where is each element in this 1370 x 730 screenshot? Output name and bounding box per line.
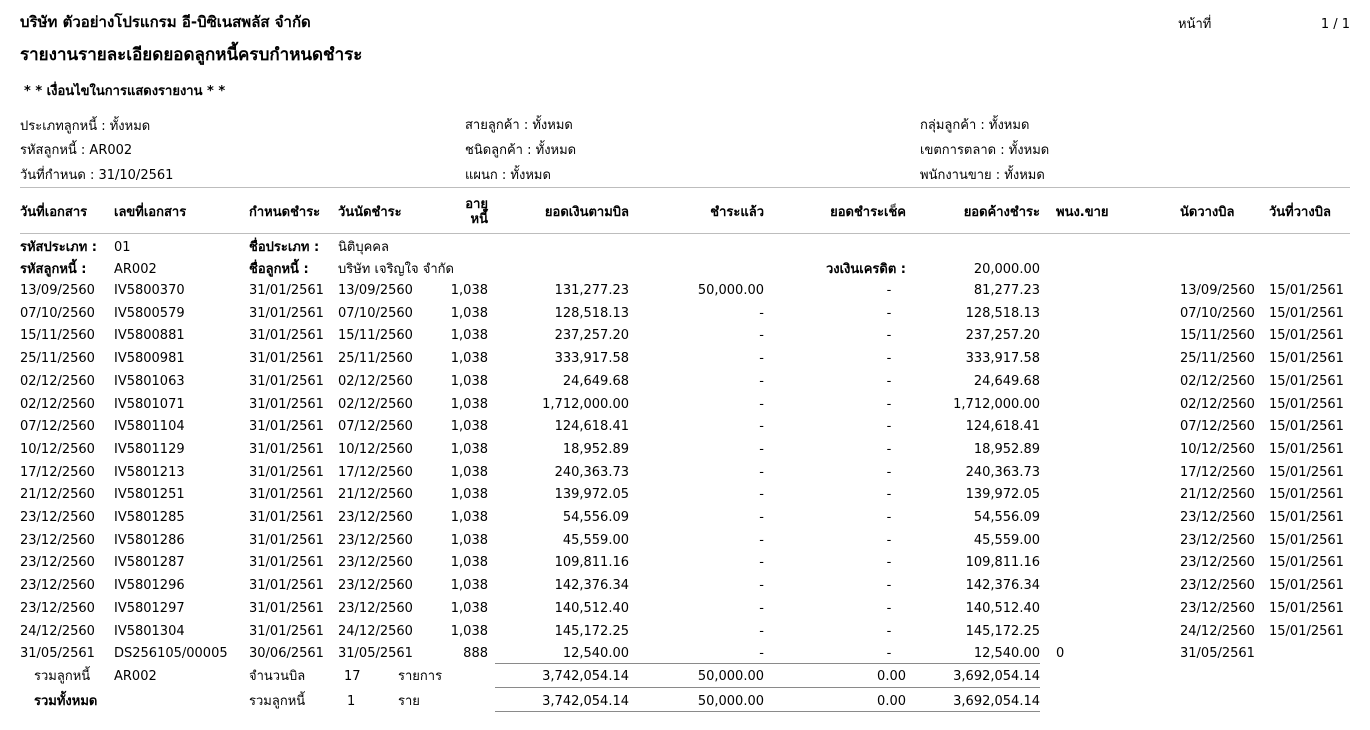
header-doc-date: วันที่เอกสาร bbox=[20, 205, 88, 220]
cell-appointment-date: 15/11/2560 bbox=[338, 328, 413, 343]
cell-age: 1,038 bbox=[450, 374, 488, 389]
cell-outstanding: 124,618.41 bbox=[965, 419, 1040, 434]
cell-bill-amount: 24,649.68 bbox=[562, 374, 629, 389]
cell-due-date: 31/01/2561 bbox=[249, 351, 324, 366]
cell-outstanding: 333,917.58 bbox=[965, 351, 1040, 366]
cell-bill-appointment: 23/12/2560 bbox=[1180, 510, 1255, 525]
cell-bill-date: 15/01/2561 bbox=[1269, 397, 1344, 412]
cell-bill-appointment: 23/12/2560 bbox=[1180, 601, 1255, 616]
cell-doc-no: IV5801071 bbox=[114, 397, 185, 412]
condition-salesman: พนักงานขาย : ทั้งหมด bbox=[920, 168, 1045, 183]
cell-bill-date: 15/01/2561 bbox=[1269, 283, 1344, 298]
cell-age: 1,038 bbox=[450, 555, 488, 570]
cell-bill-amount: 45,559.00 bbox=[562, 533, 629, 548]
cell-appointment-date: 23/12/2560 bbox=[338, 601, 413, 616]
cell-doc-date: 23/12/2560 bbox=[20, 578, 95, 593]
cell-doc-date: 07/10/2560 bbox=[20, 306, 95, 321]
cell-appointment-date: 17/12/2560 bbox=[338, 465, 413, 480]
cell-bill-date: 15/01/2561 bbox=[1269, 601, 1344, 616]
cell-paid: - bbox=[759, 624, 764, 639]
cell-outstanding: 237,257.20 bbox=[965, 328, 1040, 343]
cell-paid: - bbox=[759, 465, 764, 480]
cell-doc-date: 02/12/2560 bbox=[20, 374, 95, 389]
cell-due-date: 31/01/2561 bbox=[249, 442, 324, 457]
subtotal-count: 17 bbox=[344, 669, 361, 684]
cell-doc-date: 25/11/2560 bbox=[20, 351, 95, 366]
cell-due-date: 31/01/2561 bbox=[249, 328, 324, 343]
cell-paid: - bbox=[759, 328, 764, 343]
cell-age: 1,038 bbox=[450, 465, 488, 480]
cell-age: 1,038 bbox=[450, 351, 488, 366]
cell-bill-amount: 240,363.73 bbox=[554, 465, 629, 480]
cell-age: 1,038 bbox=[450, 487, 488, 502]
customer-name: บริษัท เจริญใจ จำกัด bbox=[338, 262, 454, 277]
cell-appointment-date: 23/12/2560 bbox=[338, 555, 413, 570]
cell-doc-date: 15/11/2560 bbox=[20, 328, 95, 343]
grandtotal-count: 1 bbox=[347, 694, 356, 709]
cell-outstanding: 128,518.13 bbox=[965, 306, 1040, 321]
header-paid: ชำระแล้ว bbox=[710, 205, 764, 220]
cell-cheque: - bbox=[886, 533, 892, 548]
cell-bill-date: 15/01/2561 bbox=[1269, 510, 1344, 525]
subtotal-count-label: จำนวนบิล bbox=[249, 669, 306, 684]
cell-bill-amount: 1,712,000.00 bbox=[542, 397, 629, 412]
cell-bill-date: 15/01/2561 bbox=[1269, 624, 1344, 639]
cell-paid: - bbox=[759, 351, 764, 366]
cell-outstanding: 12,540.00 bbox=[973, 646, 1040, 661]
cell-outstanding: 45,559.00 bbox=[973, 533, 1040, 548]
grandtotal-count-label: รวมลูกหนี้ bbox=[249, 694, 306, 709]
cell-appointment-date: 02/12/2560 bbox=[338, 374, 413, 389]
cell-bill-date: 15/01/2561 bbox=[1269, 578, 1344, 593]
header-salesman: พนง.ขาย bbox=[1056, 205, 1109, 220]
cell-appointment-date: 07/10/2560 bbox=[338, 306, 413, 321]
grandtotal-bottom-rule bbox=[495, 711, 1040, 712]
cell-doc-date: 13/09/2560 bbox=[20, 283, 95, 298]
condition-department: แผนก : ทั้งหมด bbox=[465, 168, 551, 183]
header-outstanding: ยอดค้างชำระ bbox=[963, 205, 1040, 220]
cell-doc-no: IV5801251 bbox=[114, 487, 185, 502]
cell-bill-date: 15/01/2561 bbox=[1269, 351, 1344, 366]
cell-doc-no: DS256105/00005 bbox=[114, 646, 228, 661]
subtotal-cheque: 0.00 bbox=[877, 669, 906, 684]
cell-bill-appointment: 13/09/2560 bbox=[1180, 283, 1255, 298]
header-due-date: กำหนดชำระ bbox=[249, 205, 321, 220]
cell-bill-amount: 131,277.23 bbox=[554, 283, 629, 298]
cell-bill-date: 15/01/2561 bbox=[1269, 533, 1344, 548]
cell-outstanding: 142,376.34 bbox=[965, 578, 1040, 593]
cell-paid: - bbox=[759, 487, 764, 502]
cell-bill-date: 15/01/2561 bbox=[1269, 419, 1344, 434]
header-bill-appointment: นัดวางบิล bbox=[1180, 205, 1235, 220]
conditions-title: * * เงื่อนไขในการแสดงรายงาน * * bbox=[24, 84, 226, 99]
condition-customer-group: กลุ่มลูกค้า : ทั้งหมด bbox=[920, 118, 1030, 133]
cell-doc-no: IV5801129 bbox=[114, 442, 185, 457]
cell-bill-amount: 12,540.00 bbox=[562, 646, 629, 661]
cell-bill-amount: 128,518.13 bbox=[554, 306, 629, 321]
condition-market-zone: เขตการตลาด : ทั้งหมด bbox=[920, 143, 1050, 158]
cell-bill-amount: 54,556.09 bbox=[562, 510, 629, 525]
cell-bill-amount: 140,512.40 bbox=[554, 601, 629, 616]
cell-appointment-date: 02/12/2560 bbox=[338, 397, 413, 412]
page-number: 1 / 1 bbox=[1320, 17, 1350, 32]
cell-outstanding: 1,712,000.00 bbox=[953, 397, 1040, 412]
cell-doc-no: IV5801063 bbox=[114, 374, 185, 389]
cell-due-date: 30/06/2561 bbox=[249, 646, 324, 661]
cell-doc-no: IV5801285 bbox=[114, 510, 185, 525]
cell-doc-date: 21/12/2560 bbox=[20, 487, 95, 502]
cell-age: 1,038 bbox=[450, 624, 488, 639]
cell-age: 1,038 bbox=[450, 328, 488, 343]
cell-paid: 50,000.00 bbox=[697, 283, 764, 298]
condition-customer-kind: ชนิดลูกค้า : ทั้งหมด bbox=[465, 143, 577, 158]
type-name-label: ชื่อประเภท : bbox=[249, 240, 320, 255]
cell-paid: - bbox=[759, 419, 764, 434]
type-name: นิติบุคคล bbox=[338, 240, 389, 255]
cell-bill-date: 15/01/2561 bbox=[1269, 465, 1344, 480]
cell-bill-appointment: 17/12/2560 bbox=[1180, 465, 1255, 480]
cell-bill-appointment: 07/12/2560 bbox=[1180, 419, 1255, 434]
subtotal-bill-amount: 3,742,054.14 bbox=[542, 669, 629, 684]
cell-bill-amount: 237,257.20 bbox=[554, 328, 629, 343]
cell-bill-appointment: 02/12/2560 bbox=[1180, 374, 1255, 389]
cell-cheque: - bbox=[886, 306, 892, 321]
cell-doc-date: 02/12/2560 bbox=[20, 397, 95, 412]
grandtotal-rule bbox=[495, 687, 1040, 688]
cell-bill-amount: 145,172.25 bbox=[554, 624, 629, 639]
header-bill-amount: ยอดเงินตามบิล bbox=[544, 205, 629, 220]
cell-cheque: - bbox=[886, 487, 892, 502]
cell-bill-date: 15/01/2561 bbox=[1269, 555, 1344, 570]
type-code: 01 bbox=[114, 240, 131, 255]
cell-bill-amount: 139,972.05 bbox=[554, 487, 629, 502]
grandtotal-paid: 50,000.00 bbox=[697, 694, 764, 709]
credit-limit-label: วงเงินเครดิต : bbox=[825, 262, 906, 277]
grandtotal-bill-amount: 3,742,054.14 bbox=[542, 694, 629, 709]
cell-cheque: - bbox=[886, 351, 892, 366]
cell-due-date: 31/01/2561 bbox=[249, 601, 324, 616]
cell-cheque: - bbox=[886, 624, 892, 639]
header-appointment-date: วันนัดชำระ bbox=[338, 205, 402, 220]
cell-due-date: 31/01/2561 bbox=[249, 624, 324, 639]
cell-appointment-date: 23/12/2560 bbox=[338, 578, 413, 593]
cell-paid: - bbox=[759, 442, 764, 457]
cell-cheque: - bbox=[886, 442, 892, 457]
cell-doc-no: IV5801286 bbox=[114, 533, 185, 548]
cell-outstanding: 240,363.73 bbox=[965, 465, 1040, 480]
cell-cheque: - bbox=[886, 374, 892, 389]
cell-bill-appointment: 15/11/2560 bbox=[1180, 328, 1255, 343]
cell-due-date: 31/01/2561 bbox=[249, 510, 324, 525]
cell-bill-appointment: 24/12/2560 bbox=[1180, 624, 1255, 639]
cell-appointment-date: 13/09/2560 bbox=[338, 283, 413, 298]
cell-outstanding: 81,277.23 bbox=[973, 283, 1040, 298]
cell-due-date: 31/01/2561 bbox=[249, 578, 324, 593]
grandtotal-cheque: 0.00 bbox=[877, 694, 906, 709]
cell-bill-date: 15/01/2561 bbox=[1269, 328, 1344, 343]
cell-appointment-date: 24/12/2560 bbox=[338, 624, 413, 639]
cell-paid: - bbox=[759, 646, 764, 661]
cell-appointment-date: 21/12/2560 bbox=[338, 487, 413, 502]
cell-due-date: 31/01/2561 bbox=[249, 419, 324, 434]
cell-age: 1,038 bbox=[450, 283, 488, 298]
cell-due-date: 31/01/2561 bbox=[249, 374, 324, 389]
cell-paid: - bbox=[759, 578, 764, 593]
subtotal-label: รวมลูกหนี้ bbox=[34, 669, 91, 684]
header-bill-date: วันที่วางบิล bbox=[1269, 205, 1331, 220]
cell-doc-no: IV5800981 bbox=[114, 351, 185, 366]
condition-debtor-code: รหัสลูกหนี้ : AR002 bbox=[20, 143, 133, 158]
grandtotal-outstanding: 3,692,054.14 bbox=[953, 694, 1040, 709]
cell-due-date: 31/01/2561 bbox=[249, 555, 324, 570]
cell-doc-no: IV5801104 bbox=[114, 419, 185, 434]
type-code-label: รหัสประเภท : bbox=[20, 240, 98, 255]
cell-appointment-date: 25/11/2560 bbox=[338, 351, 413, 366]
header-age-line2: หนี้ bbox=[470, 212, 488, 227]
cell-cheque: - bbox=[886, 646, 892, 661]
cell-paid: - bbox=[759, 533, 764, 548]
cell-doc-no: IV5801296 bbox=[114, 578, 185, 593]
cell-appointment-date: 23/12/2560 bbox=[338, 533, 413, 548]
cell-bill-date: 15/01/2561 bbox=[1269, 306, 1344, 321]
cell-paid: - bbox=[759, 397, 764, 412]
subtotal-unit: รายการ bbox=[398, 669, 443, 684]
subtotal-paid: 50,000.00 bbox=[697, 669, 764, 684]
cell-outstanding: 54,556.09 bbox=[973, 510, 1040, 525]
cell-outstanding: 24,649.68 bbox=[973, 374, 1040, 389]
subtotal-outstanding: 3,692,054.14 bbox=[953, 669, 1040, 684]
cell-doc-no: IV5800881 bbox=[114, 328, 185, 343]
cell-cheque: - bbox=[886, 397, 892, 412]
cell-cheque: - bbox=[886, 601, 892, 616]
grandtotal-unit: ราย bbox=[398, 694, 420, 709]
customer-name-label: ชื่อลูกหนี้ : bbox=[249, 262, 309, 277]
header-top-rule bbox=[20, 187, 1350, 188]
cell-cheque: - bbox=[886, 283, 892, 298]
customer-code: AR002 bbox=[114, 262, 157, 277]
header-cheque: ยอดชำระเช็ค bbox=[830, 205, 906, 220]
cell-cheque: - bbox=[886, 578, 892, 593]
cell-doc-date: 23/12/2560 bbox=[20, 510, 95, 525]
cell-bill-appointment: 10/12/2560 bbox=[1180, 442, 1255, 457]
cell-age: 888 bbox=[463, 646, 488, 661]
cell-bill-appointment: 02/12/2560 bbox=[1180, 397, 1255, 412]
page-label: หน้าที่ bbox=[1178, 17, 1212, 32]
cell-appointment-date: 10/12/2560 bbox=[338, 442, 413, 457]
cell-doc-no: IV5801304 bbox=[114, 624, 185, 639]
cell-age: 1,038 bbox=[450, 578, 488, 593]
condition-debtor-type: ประเภทลูกหนี้ : ทั้งหมด bbox=[20, 119, 151, 134]
cell-age: 1,038 bbox=[450, 533, 488, 548]
header-age-line1: อายุ bbox=[465, 197, 488, 212]
customer-code-label: รหัสลูกหนี้ : bbox=[20, 262, 87, 277]
cell-appointment-date: 07/12/2560 bbox=[338, 419, 413, 434]
cell-bill-amount: 142,376.34 bbox=[554, 578, 629, 593]
cell-bill-appointment: 21/12/2560 bbox=[1180, 487, 1255, 502]
cell-bill-appointment: 07/10/2560 bbox=[1180, 306, 1255, 321]
credit-limit: 20,000.00 bbox=[973, 262, 1040, 277]
cell-bill-amount: 109,811.16 bbox=[554, 555, 629, 570]
cell-doc-date: 24/12/2560 bbox=[20, 624, 95, 639]
cell-doc-date: 17/12/2560 bbox=[20, 465, 95, 480]
cell-appointment-date: 23/12/2560 bbox=[338, 510, 413, 525]
company-name: บริษัท ตัวอย่างโปรแกรม อี-บิซิเนสพลัส จำกัด bbox=[20, 13, 311, 31]
cell-doc-date: 10/12/2560 bbox=[20, 442, 95, 457]
cell-paid: - bbox=[759, 555, 764, 570]
header-bottom-rule bbox=[20, 233, 1350, 234]
cell-paid: - bbox=[759, 510, 764, 525]
cell-outstanding: 139,972.05 bbox=[965, 487, 1040, 502]
cell-due-date: 31/01/2561 bbox=[249, 397, 324, 412]
cell-bill-date: 15/01/2561 bbox=[1269, 487, 1344, 502]
cell-cheque: - bbox=[886, 555, 892, 570]
cell-age: 1,038 bbox=[450, 306, 488, 321]
cell-due-date: 31/01/2561 bbox=[249, 306, 324, 321]
cell-doc-date: 23/12/2560 bbox=[20, 555, 95, 570]
cell-age: 1,038 bbox=[450, 601, 488, 616]
cell-age: 1,038 bbox=[450, 442, 488, 457]
cell-due-date: 31/01/2561 bbox=[249, 465, 324, 480]
cell-doc-no: IV5801287 bbox=[114, 555, 185, 570]
cell-paid: - bbox=[759, 601, 764, 616]
cell-outstanding: 109,811.16 bbox=[965, 555, 1040, 570]
cell-doc-date: 23/12/2560 bbox=[20, 533, 95, 548]
cell-bill-appointment: 25/11/2560 bbox=[1180, 351, 1255, 366]
cell-bill-amount: 18,952.89 bbox=[562, 442, 629, 457]
cell-doc-no: IV5801297 bbox=[114, 601, 185, 616]
condition-customer-line: สายลูกค้า : ทั้งหมด bbox=[465, 118, 573, 133]
cell-due-date: 31/01/2561 bbox=[249, 487, 324, 502]
cell-outstanding: 145,172.25 bbox=[965, 624, 1040, 639]
cell-outstanding: 18,952.89 bbox=[973, 442, 1040, 457]
cell-bill-appointment: 31/05/2561 bbox=[1180, 646, 1255, 661]
subtotal-rule bbox=[495, 663, 1040, 664]
cell-due-date: 31/01/2561 bbox=[249, 283, 324, 298]
cell-bill-amount: 333,917.58 bbox=[554, 351, 629, 366]
cell-age: 1,038 bbox=[450, 419, 488, 434]
cell-paid: - bbox=[759, 374, 764, 389]
subtotal-code: AR002 bbox=[114, 669, 157, 684]
cell-age: 1,038 bbox=[450, 510, 488, 525]
report-title: รายงานรายละเอียดยอดลูกหนี้ครบกำหนดชำระ bbox=[20, 45, 363, 65]
cell-doc-date: 07/12/2560 bbox=[20, 419, 95, 434]
cell-appointment-date: 31/05/2561 bbox=[338, 646, 413, 661]
cell-doc-date: 23/12/2560 bbox=[20, 601, 95, 616]
cell-cheque: - bbox=[886, 510, 892, 525]
cell-doc-no: IV5800579 bbox=[114, 306, 185, 321]
cell-doc-date: 31/05/2561 bbox=[20, 646, 95, 661]
cell-bill-appointment: 23/12/2560 bbox=[1180, 555, 1255, 570]
cell-due-date: 31/01/2561 bbox=[249, 533, 324, 548]
cell-paid: - bbox=[759, 306, 764, 321]
cell-cheque: - bbox=[886, 465, 892, 480]
cell-bill-date: 15/01/2561 bbox=[1269, 442, 1344, 457]
cell-bill-date: 15/01/2561 bbox=[1269, 374, 1344, 389]
cell-age: 1,038 bbox=[450, 397, 488, 412]
cell-cheque: - bbox=[886, 419, 892, 434]
condition-due-date: วันที่กำหนด : 31/10/2561 bbox=[20, 168, 174, 183]
cell-bill-amount: 124,618.41 bbox=[554, 419, 629, 434]
cell-salesman: 0 bbox=[1056, 646, 1065, 661]
grandtotal-label: รวมทั้งหมด bbox=[34, 694, 98, 709]
cell-bill-appointment: 23/12/2560 bbox=[1180, 533, 1255, 548]
cell-outstanding: 140,512.40 bbox=[965, 601, 1040, 616]
cell-doc-no: IV5800370 bbox=[114, 283, 185, 298]
cell-bill-appointment: 23/12/2560 bbox=[1180, 578, 1255, 593]
header-doc-no: เลขที่เอกสาร bbox=[114, 205, 187, 220]
cell-doc-no: IV5801213 bbox=[114, 465, 185, 480]
cell-cheque: - bbox=[886, 328, 892, 343]
